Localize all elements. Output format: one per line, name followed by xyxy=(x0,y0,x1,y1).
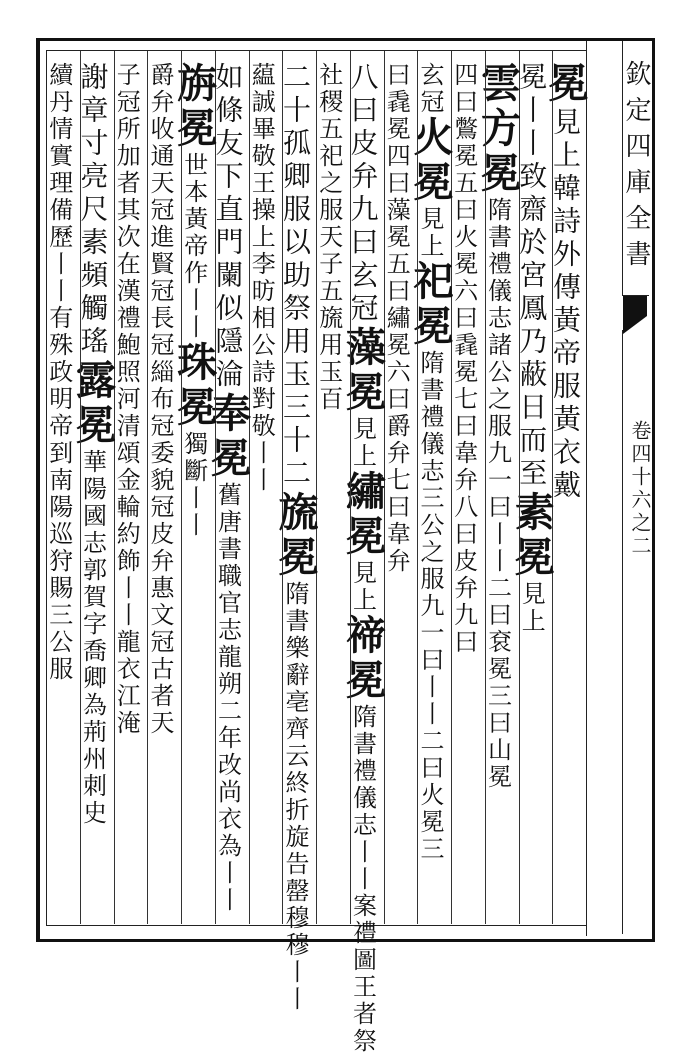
text-column xyxy=(247,62,281,917)
headword: 旒冕 xyxy=(272,491,319,581)
headword: 珠冕 xyxy=(170,341,218,431)
text-run: 隋書禮儀志丨丨案禮圖王者祭 xyxy=(348,704,377,1055)
column-rule xyxy=(552,51,553,924)
text-column xyxy=(542,62,589,917)
headword: 素冕 xyxy=(508,491,556,581)
text-run: 二十孤卿服以助祭用玉三十二 xyxy=(279,62,312,491)
text-column xyxy=(382,62,416,917)
column-rule xyxy=(181,51,182,924)
headword: 火冕 xyxy=(407,116,454,206)
text-column xyxy=(508,62,556,917)
text-column xyxy=(204,62,252,917)
headword: 奉冕 xyxy=(204,392,252,482)
text-run: 華陽國志郭賀字喬卿為荊州刺史 xyxy=(78,449,107,827)
column-rule xyxy=(147,51,148,924)
column-rule xyxy=(80,51,81,924)
text-run: 見上韓詩外傳黃帝服黃衣戴 xyxy=(549,107,582,503)
headword: 祀冕 xyxy=(407,260,454,350)
headword: 繡冕 xyxy=(339,470,387,560)
column-rule xyxy=(417,51,418,924)
text-column xyxy=(407,62,454,917)
text-run: 隋書樂辭亳齊云終折旋告罄穆穆丨丨 xyxy=(281,581,309,1013)
text-run: 社稷五祀之服天子五旒用玉百 xyxy=(314,62,343,413)
column-rule xyxy=(114,51,115,924)
text-column xyxy=(339,62,387,1055)
text-run: 爵弁收通天冠進賢冠長冠緇布冠委貌冠皮弁惠文冠古者天 xyxy=(146,62,174,737)
column-rule xyxy=(249,51,250,924)
column-rule xyxy=(316,51,317,924)
text-column xyxy=(474,62,522,917)
headword: 方冕 xyxy=(474,107,522,197)
text-run: 獨斷丨丨 xyxy=(179,431,208,539)
text-run: 見上 xyxy=(348,560,377,614)
headword: 露冕 xyxy=(69,359,117,449)
text-run: 續丹情實理備歷丨丨有殊政明帝到南陽巡狩賜三公服 xyxy=(44,62,73,683)
text-run: 如條友下直門闌似隱淪 xyxy=(211,62,245,392)
text-run: 子冠所加者其次在漢禮鮑照河清頌金輪約飾丨丨龍衣江淹 xyxy=(112,62,141,737)
text-run: 隋書禮儀志諸公之服九一曰丨丨二曰袞冕三曰山冕 xyxy=(483,197,512,791)
text-column xyxy=(272,62,319,1013)
text-column xyxy=(112,62,146,917)
column-rule xyxy=(282,51,283,924)
text-run: 見上 xyxy=(416,206,444,260)
text-column xyxy=(449,62,483,917)
text-column xyxy=(44,62,78,917)
column-rule xyxy=(215,51,216,924)
text-column xyxy=(146,62,179,917)
text-run: 藴誠畢敬王操上李昉相公詩對敬丨丨 xyxy=(247,62,276,494)
text-run: 見上 xyxy=(517,581,546,635)
fish-tail-mark xyxy=(623,298,647,334)
margin-rule xyxy=(622,330,623,934)
text-run: 隋書禮儀志三公之服九一曰丨丨二曰火冕三 xyxy=(416,350,444,863)
headword: 雲 xyxy=(474,62,522,107)
column-rule xyxy=(485,51,486,924)
text-run: 見上 xyxy=(348,416,377,470)
column-rule xyxy=(350,51,351,924)
headword: 旃冕 xyxy=(170,62,218,152)
text-run: 舊唐書職官志龍朔二年改尚衣為丨丨 xyxy=(213,482,242,914)
text-column xyxy=(170,62,218,917)
text-run: 冕丨丨致齋於宮鳳乃蔽日而至 xyxy=(515,62,549,491)
headword: 藻冕 xyxy=(339,326,387,416)
text-run: 謝章寸亮尺素頻觸瑤 xyxy=(76,62,110,359)
text-run: 世本黃帝作丨丨 xyxy=(179,152,208,341)
book-title: 欽定四庫全書 xyxy=(621,60,651,276)
text-column xyxy=(69,62,117,917)
text-run: 玄冠 xyxy=(416,62,444,116)
text-run: 曰毳冕四曰藻冕五曰繡冕六曰爵弁七曰韋弁 xyxy=(382,62,411,575)
text-run: 八曰皮弁九曰玄冠 xyxy=(346,62,380,326)
text-column xyxy=(314,62,348,917)
text-run: 四曰鷩冕五曰火冕六曰毳冕七曰韋弁八曰皮弁九曰 xyxy=(449,62,478,656)
juan-label: 卷四十六之二 xyxy=(628,420,652,558)
headword: 冕 xyxy=(542,62,589,107)
headword: 禘冕 xyxy=(339,614,387,704)
